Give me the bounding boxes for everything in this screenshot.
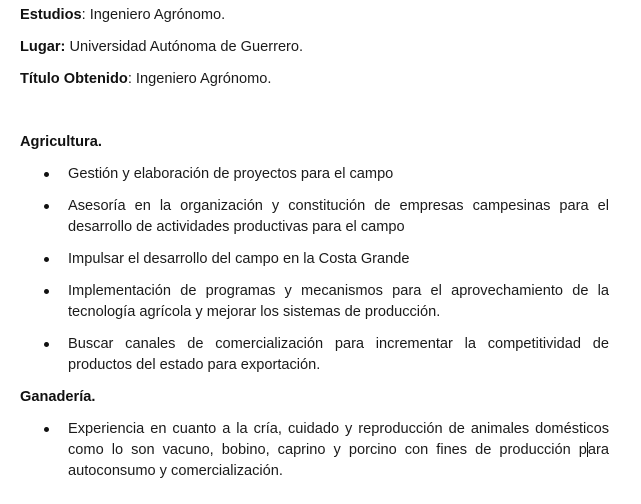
field-separator: : xyxy=(127,71,132,87)
bullet-icon xyxy=(44,289,49,294)
list-item xyxy=(20,164,609,185)
list-item xyxy=(20,281,609,323)
list-item xyxy=(20,334,609,376)
list-item-text: Impulsar el desarrollo del campo en la Costa Grande xyxy=(68,251,410,267)
field-value: Universidad Autónoma de Guerrero. xyxy=(65,39,304,55)
list-item-text: Implementación de programas y mecanismos para el aprovechamiento de la tecnología agrícola y mejorar los sistemas de producción. xyxy=(68,283,609,320)
list-item-text-before-caret: Experiencia en cuanto a la cría, cuidado y reproducción de animales domésticos como lo son vacuno, bobino, caprino y porcino con fines de producción p xyxy=(68,421,609,458)
list-item[interactable] xyxy=(20,419,609,482)
field-label: Título Obtenido xyxy=(20,71,128,87)
list-item-text: Gestión y elaboración de proyectos para el campo xyxy=(68,166,394,182)
field-estudios xyxy=(20,5,610,26)
bullet-icon xyxy=(44,342,49,347)
list-item xyxy=(20,196,609,238)
list-item-text: Asesoría en la organización y constitución de empresas campesinas para el desarrollo de actividades productivas para el campo xyxy=(68,198,609,235)
field-label: Estudios xyxy=(20,7,82,23)
field-value: Ingeniero Agrónomo. xyxy=(131,71,272,87)
ganaderia-list xyxy=(20,419,610,482)
list-item-text: Buscar canales de comercialización para incrementar la competitividad de productos del estado para exportación. xyxy=(68,336,609,373)
document-page xyxy=(20,0,610,482)
bullet-icon xyxy=(44,172,49,177)
section-heading-ganaderia: Ganadería. xyxy=(20,389,96,405)
section-heading-agricultura: Agricultura. xyxy=(20,134,102,150)
list-item xyxy=(20,249,609,270)
field-titulo xyxy=(20,69,610,90)
list-item-text-after-caret: ara autoconsumo y comercialización. xyxy=(68,442,609,479)
agricultura-list xyxy=(20,164,610,376)
field-lugar xyxy=(20,37,610,58)
field-label: Lugar: xyxy=(20,39,66,55)
bullet-icon xyxy=(44,427,49,432)
bullet-icon xyxy=(44,204,49,209)
field-separator: : xyxy=(81,7,86,23)
field-value: Ingeniero Agrónomo. xyxy=(85,7,226,23)
bullet-icon xyxy=(44,257,49,262)
